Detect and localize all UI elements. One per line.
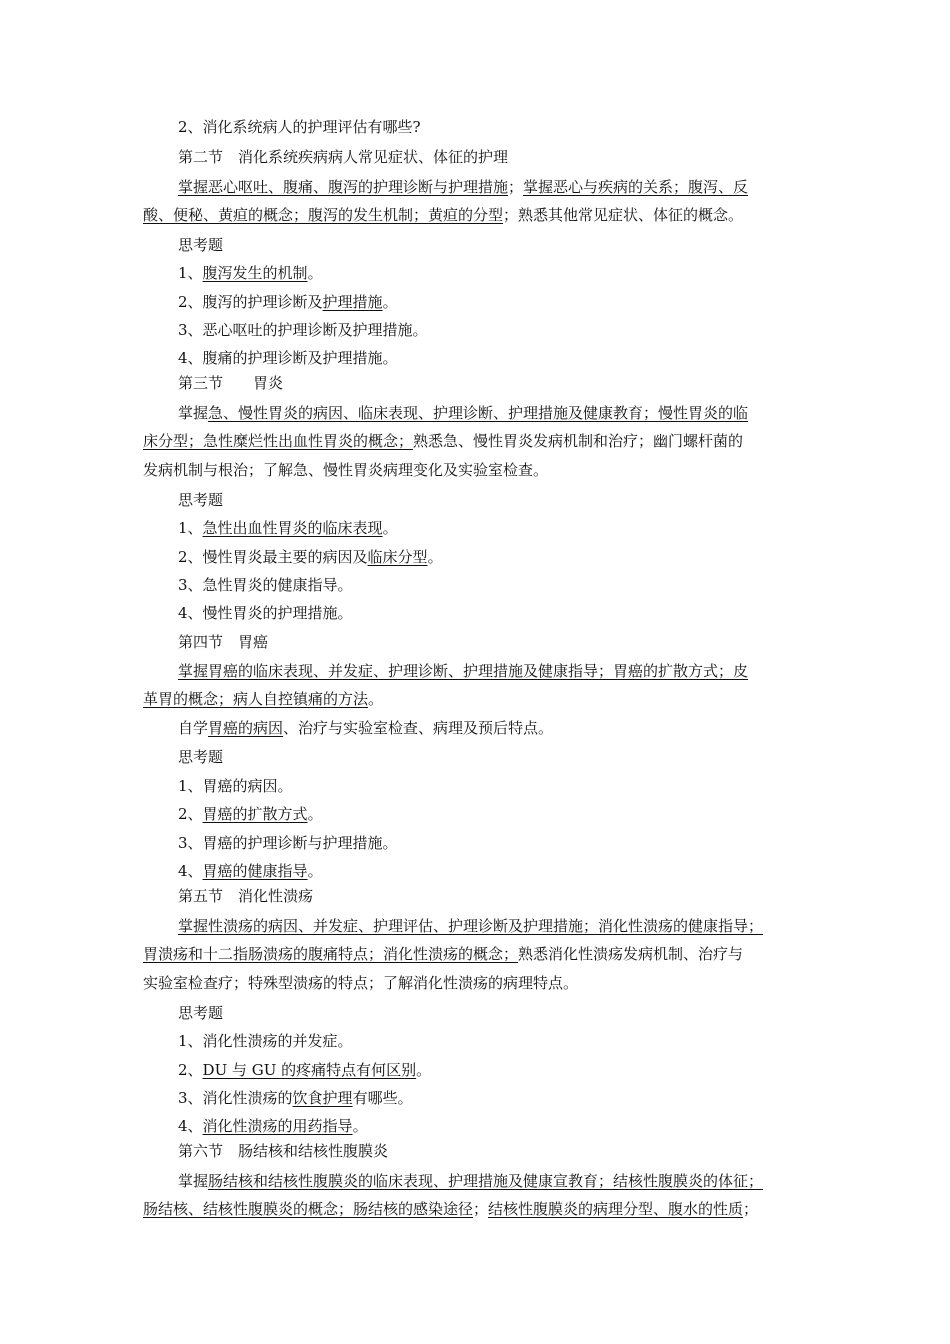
underlined-text: 掌握性溃疡的病因、并发症、护理评估、护理诊断及护理措施；消化性溃疡的健康指导； (178, 917, 764, 935)
text: 第六节 肠结核和结核性腹膜炎 (178, 1142, 389, 1160)
paragraph-line (143, 1199, 758, 1219)
text: 2、消化系统病人的护理评估有哪些? (178, 118, 421, 136)
text: ； (473, 1200, 489, 1218)
paragraph-line (143, 689, 383, 709)
text: ； (743, 1200, 759, 1218)
question-line (178, 1116, 368, 1136)
underlined-text: 消化性溃疡的用药指导 (202, 1117, 353, 1135)
subheading (178, 490, 223, 510)
underlined-text: 酸、便秘、黄疸的概念；腹泻的发生机制；黄疸的分型 (143, 206, 504, 224)
text: 思考题 (178, 236, 224, 254)
text: 。 (307, 805, 323, 823)
text: 熟悉消化性溃疡发病机制、治疗与 (518, 945, 744, 963)
section-heading (178, 373, 283, 393)
text: 1、胃癌的病因。 (178, 777, 293, 795)
question-line (178, 776, 293, 796)
paragraph-line (143, 431, 743, 451)
text: 2、慢性胃炎最主要的病因及 (178, 548, 368, 566)
text: 4、慢性胃炎的护理措施。 (178, 604, 353, 622)
text: 2、 (178, 805, 203, 823)
text: 、治疗与实验室检查、病理及预后特点。 (283, 719, 554, 737)
subheading (178, 1003, 223, 1023)
text: 4、腹痛的护理诊断及护理措施。 (178, 349, 398, 367)
text: 掌握 (178, 404, 209, 422)
subheading (178, 747, 223, 767)
question-line (178, 547, 443, 567)
question-line (178, 117, 421, 137)
question-line (178, 1031, 353, 1051)
paragraph-line (178, 661, 748, 681)
text: 。 (307, 264, 323, 282)
question-line (178, 575, 353, 595)
section-heading (178, 632, 268, 652)
text: 第三节 胃炎 (178, 374, 284, 392)
question-line (178, 518, 398, 538)
underlined-text: 胃癌的扩散方式 (202, 805, 308, 823)
paragraph-line (143, 460, 548, 480)
underlined-text: 急、慢性胃炎的病因、临床表现、护理诊断、护理措施及健康教育；慢性胃炎的临 (208, 404, 749, 422)
underlined-text: 胃癌的健康指导 (202, 862, 308, 880)
text: 。 (382, 293, 398, 311)
paragraph-line (178, 403, 748, 423)
text: 1、 (178, 264, 203, 282)
text: 有哪些。 (352, 1089, 413, 1107)
text: 3、恶心呕吐的护理诊断及护理措施。 (178, 321, 428, 339)
question-line (178, 603, 353, 623)
text: 思考题 (178, 748, 224, 766)
text: 思考题 (178, 1004, 224, 1022)
underlined-text: 胃溃疡和十二指肠溃疡的腹痛特点；消化性溃疡的概念； (143, 945, 519, 963)
underlined-text: 床分型；急性糜烂性出血性胃炎的概念； (143, 432, 414, 450)
text: 3、消化性溃疡的 (178, 1089, 293, 1107)
question-line (178, 1060, 431, 1080)
text: 。 (416, 1061, 432, 1079)
text: 3、急性胃炎的健康指导。 (178, 576, 353, 594)
underlined-text: 饮食护理 (292, 1089, 353, 1107)
section-heading (178, 1141, 388, 1161)
paragraph-line (143, 944, 743, 964)
question-line (178, 263, 323, 283)
text: ；熟悉其他常见症状、体征的概念。 (503, 206, 744, 224)
question-line (178, 861, 323, 881)
text: 发病机制与根治；了解急、慢性胃炎病理变化及实验室检查。 (143, 461, 549, 479)
text: 实验室检查疗；特殊型溃疡的特点；了解消化性溃疡的病理特点。 (143, 974, 579, 992)
section-heading (178, 147, 508, 167)
underlined-text: 护理措施 (322, 293, 383, 311)
underlined-text: 掌握恶心与疾病的关系；腹泻、反 (523, 178, 749, 196)
question-line (178, 804, 323, 824)
text: 1、消化性溃疡的并发症。 (178, 1032, 353, 1050)
underlined-text: 掌握胃癌的临床表现、并发症、护理诊断、护理措施及健康指导；胃癌的扩散方式；皮 (178, 662, 749, 680)
question-line (178, 320, 428, 340)
text: 4、 (178, 1117, 203, 1135)
text: 。 (382, 519, 398, 537)
underlined-text: 急性出血性胃炎的临床表现 (202, 519, 383, 537)
section-heading (178, 886, 313, 906)
paragraph-line (178, 177, 748, 197)
paragraph-line (143, 205, 743, 225)
text: 自学 (178, 719, 209, 737)
underlined-text: 革胃的概念；病人自控镇痛的方法 (143, 690, 369, 708)
text: 。 (307, 862, 323, 880)
underlined-text: 掌握恶心呕吐、腹痛、腹泻的护理诊断与护理措施 (178, 178, 509, 196)
paragraph-line (178, 1171, 763, 1191)
text: 掌握 (178, 1172, 209, 1190)
underlined-text: 肠结核、结核性腹膜炎的概念；肠结核的感染途径 (143, 1200, 474, 1218)
text: 2、 (178, 1061, 203, 1079)
subheading (178, 235, 223, 255)
paragraph-line (143, 973, 578, 993)
text: 思考题 (178, 491, 224, 509)
text: 。 (368, 690, 384, 708)
text: 。 (427, 548, 443, 566)
text: 3、胃癌的护理诊断与护理措施。 (178, 834, 398, 852)
underlined-text: 肠结核和结核性腹膜炎的临床表现、护理措施及健康宣教育；结核性腹膜炎的体征； (208, 1172, 764, 1190)
question-line (178, 292, 398, 312)
question-line (178, 1088, 413, 1108)
text: 4、 (178, 862, 203, 880)
text: 。 (352, 1117, 368, 1135)
text: 第四节 胃癌 (178, 633, 269, 651)
text: 2、腹泻的护理诊断及 (178, 293, 323, 311)
paragraph-line (178, 916, 763, 936)
text: 熟悉急、慢性胃炎发病机制和治疗；幽门螺杆菌的 (413, 432, 744, 450)
text: ； (508, 178, 524, 196)
text: 1、 (178, 519, 203, 537)
text: 第五节 消化性溃疡 (178, 887, 314, 905)
question-line (178, 833, 398, 853)
paragraph-line (178, 718, 553, 738)
underlined-text: 结核性腹膜炎的病理分型、腹水的性质 (488, 1200, 744, 1218)
underlined-text: 胃癌的病因 (208, 719, 284, 737)
underlined-text: DU 与 GU 的疼痛特点有何区别 (202, 1061, 417, 1079)
question-line (178, 348, 398, 368)
text: 第二节 消化系统疾病病人常见症状、体征的护理 (178, 148, 509, 166)
underlined-text: 腹泻发生的机制 (202, 264, 308, 282)
underlined-text: 临床分型 (367, 548, 428, 566)
